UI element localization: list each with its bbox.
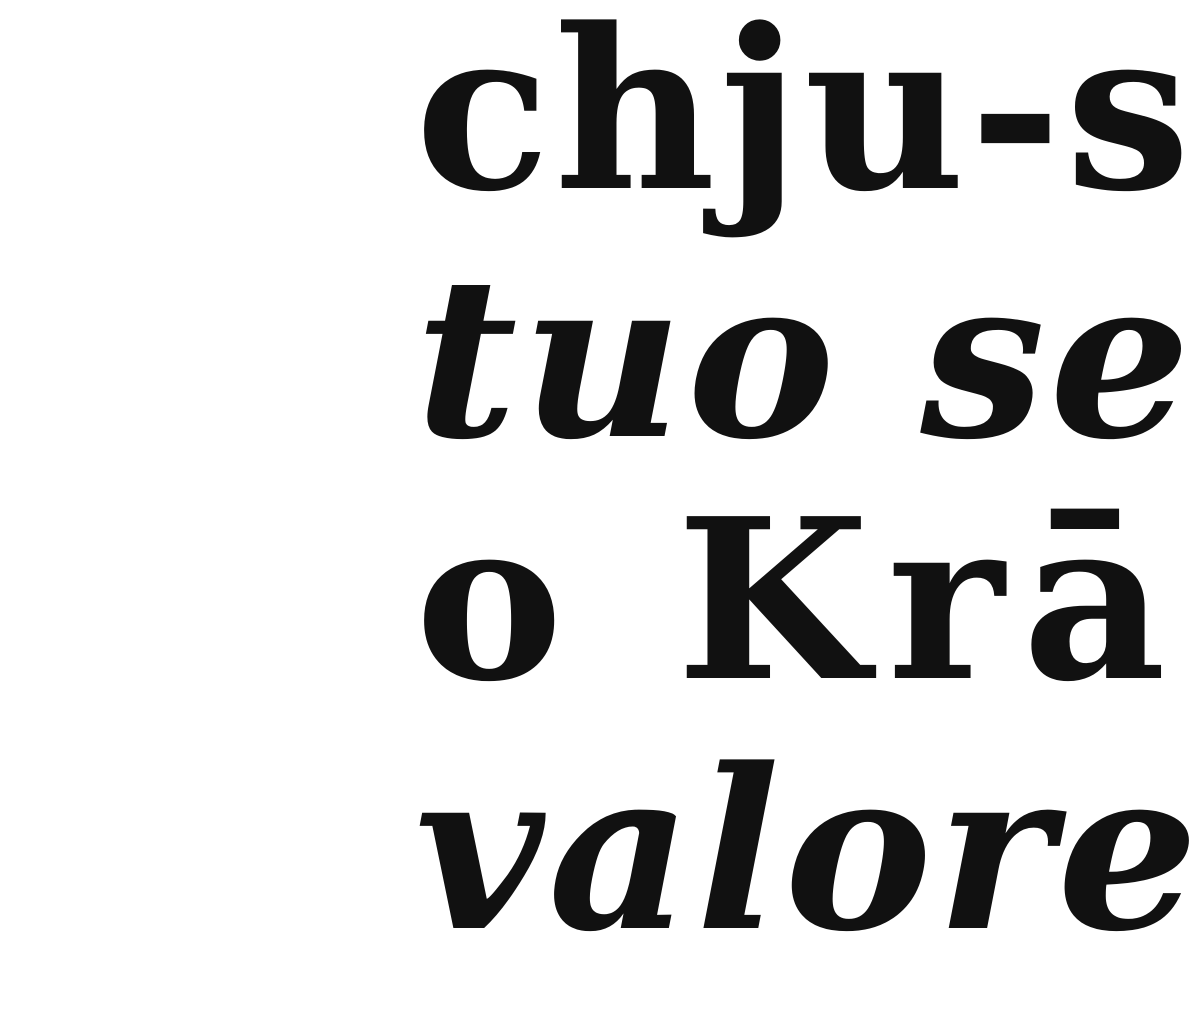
text-line-4: valore — [415, 721, 1202, 981]
text-line-1: chju-s — [415, 0, 1195, 241]
text-line-2: tuo se — [415, 229, 1195, 489]
text-line-3: o Krā — [415, 471, 1185, 731]
